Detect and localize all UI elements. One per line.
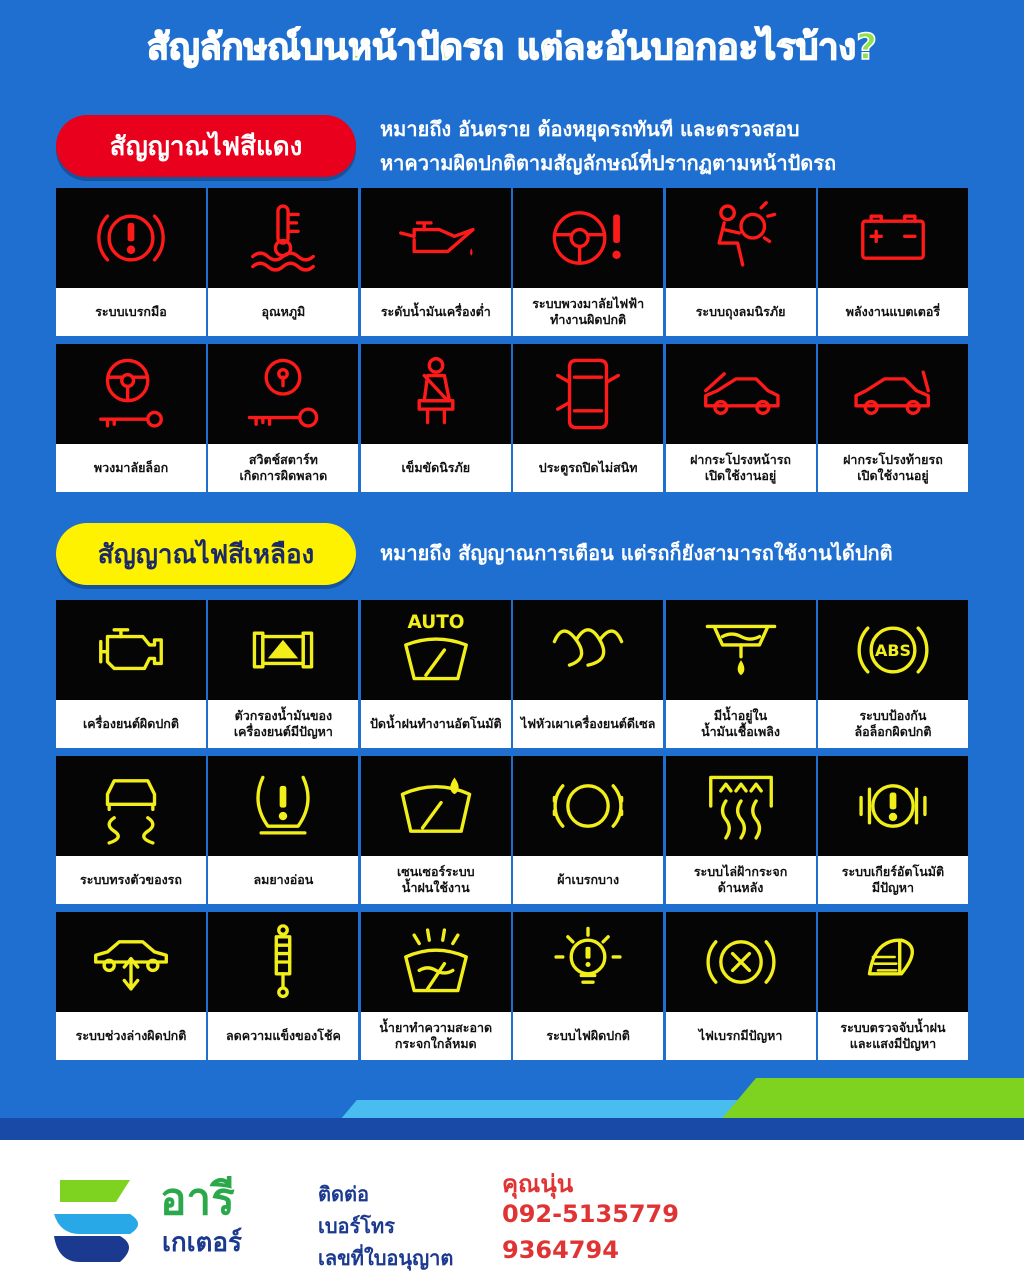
warning-label: พวงมาลัยล็อก (93, 460, 169, 475)
warning-label: ระบบช่วงล่างผิดปกติ (75, 1028, 187, 1043)
warning-tile (56, 344, 206, 492)
logo-text: อารี (160, 1174, 235, 1225)
warning-label: ระบบไล่ฝ้ากระจก ด้านหลัง (693, 864, 788, 895)
warning-tile (56, 188, 206, 336)
rear-defrost-icon (699, 764, 783, 848)
warning-tile (208, 188, 358, 336)
warning-tile (56, 600, 206, 748)
warning-label: ระบบเกียร์อัตโนมัติ มีปัญหา (841, 864, 945, 895)
warning-tile (361, 600, 511, 748)
warning-tile (818, 600, 968, 748)
warning-label: ฝากระโปรงท้ายรถ เปิดใช้งานอยู่ (843, 452, 943, 483)
logo-subtext: เกเตอร์ (162, 1228, 242, 1258)
warning-label: เครื่องยนต์ผิดปกติ (82, 716, 179, 731)
warning-label: ระบบเบรกมือ (95, 304, 167, 319)
warning-tile (818, 756, 968, 904)
warning-tile (208, 600, 358, 748)
ignition-key-icon (241, 352, 325, 436)
washer-fluid-icon (394, 920, 478, 1004)
warning-label: ระบบทรงตัวของรถ (80, 872, 182, 887)
warning-tile (361, 756, 511, 904)
oil-filter-icon (241, 608, 325, 692)
warning-label: ไฟหัวเผาเครื่องยนต์ดีเซล (520, 716, 656, 731)
warning-tile (666, 188, 816, 336)
yellow-signal-badge: สัญญาณไฟสีเหลือง (56, 523, 356, 585)
rain-sensor-icon (394, 764, 478, 848)
warning-tile (361, 912, 511, 1060)
red-desc-line-2: หาความผิดปกติตามสัญลักษณ์ที่ปรากฏตามหน้าปัดรถ (380, 151, 837, 175)
tire-pressure-icon (241, 764, 325, 848)
warning-tile (513, 188, 663, 336)
stability-control-icon (89, 764, 173, 848)
bulb-failure-icon (546, 920, 630, 1004)
warning-label: ไฟเบรกมีปัญหา (698, 1028, 783, 1043)
airbag-icon (699, 196, 783, 280)
warning-label: ระบบตรวจจับน้ำฝน และแสงมีปัญหา (840, 1020, 946, 1051)
red-signal-grid (56, 188, 968, 492)
headlight-leveling-icon (851, 920, 935, 1004)
contact-name: คุณนุ่น (502, 1170, 574, 1198)
hood-open-icon (699, 352, 783, 436)
warning-tile (513, 756, 663, 904)
seatbelt-icon (394, 352, 478, 436)
warning-label: ลมยางอ่อน (253, 872, 314, 887)
parking-brake-icon (89, 196, 173, 280)
license-number: 9364794 (502, 1236, 619, 1264)
warning-tile (361, 344, 511, 492)
warning-tile (208, 912, 358, 1060)
warning-tile (818, 344, 968, 492)
red-desc-line-1: หมายถึง อันตราย ต้องหยุดรถทันที และตรวจสอบ (380, 117, 800, 141)
yellow-signal-grid (56, 600, 968, 1060)
battery-icon (851, 196, 935, 280)
warning-tile (56, 912, 206, 1060)
trunk-open-icon (851, 352, 935, 436)
brake-warning-icon (699, 920, 783, 1004)
door-open-icon (546, 352, 630, 436)
warning-label: ฝากระโปรงหน้ารถ เปิดใช้งานอยู่ (690, 452, 792, 483)
warning-label: เข็มขัดนิรภัย (401, 460, 471, 475)
warning-label: ระบบป้องกัน ล้อล็อกผิดปกติ (854, 708, 932, 739)
warning-label: ลดความแข็งของโช้ค (225, 1028, 341, 1043)
warning-label: ระบบพวงมาลัยไฟฟ้า ทำงานผิดปกติ (532, 296, 645, 327)
warning-label: พลังงานแบตเตอรี่ (845, 304, 941, 319)
warning-label: ตัวกรองน้ำมันของ เครื่องยนต์มีปัญหา (233, 708, 333, 739)
yellow-signal-description: หมายถึง สัญญาณการเตือน แต่รถก็ยังสามารถใช้งานได้ปกติ (380, 541, 893, 565)
power-steering-icon (546, 196, 630, 280)
warning-label: ประตูรถปิดไม่สนิท (538, 460, 638, 475)
warning-label: น้ำยาทำความสะอาด กระจกใกล้หมด (379, 1020, 493, 1051)
phone-number[interactable]: 092-5135779 (502, 1200, 679, 1228)
warning-tile (666, 600, 816, 748)
auto-text: AUTO (407, 612, 465, 634)
warning-tile (513, 600, 663, 748)
warning-label: อุณหภูมิ (261, 304, 306, 319)
shock-absorber-icon (241, 920, 325, 1004)
contact-label: ติดต่อ (318, 1182, 369, 1206)
auto-wiper-icon (394, 608, 478, 692)
warning-label: ระดับน้ำมันเครื่องต่ำ (380, 304, 491, 319)
warning-label: ระบบไฟผิดปกติ (546, 1028, 630, 1043)
warning-tile (208, 344, 358, 492)
warning-label: เซนเซอร์ระบบ น้ำฝนใช้งาน (396, 864, 475, 895)
coolant-temperature-icon (241, 196, 325, 280)
warning-tile (818, 912, 968, 1060)
abs-icon (851, 608, 935, 692)
suspension-icon (89, 920, 173, 1004)
warning-label: สวิตช์สตาร์ท เกิดการผิดพลาด (239, 452, 328, 483)
warning-tile (818, 188, 968, 336)
transmission-warning-icon (851, 764, 935, 848)
abs-text: ABS (874, 640, 911, 660)
contact-footer (0, 1140, 1024, 1280)
license-label: เลขที่ใบอนุญาต (318, 1246, 454, 1270)
check-engine-icon (89, 608, 173, 692)
warning-label: ผ้าเบรกบาง (557, 872, 620, 887)
oil-can-icon (394, 196, 478, 280)
warning-tile (513, 912, 663, 1060)
warning-tile (666, 756, 816, 904)
warning-tile (208, 756, 358, 904)
warning-label: มีน้ำอยู่ใน น้ำมันเชื้อเพลิง (701, 708, 780, 739)
logo-icon (50, 1174, 160, 1266)
red-signal-badge: สัญญาณไฟสีแดง (56, 115, 356, 177)
warning-tile (361, 188, 511, 336)
page-title: สัญลักษณ์บนหน้าปัดรถ แต่ละอันบอกอะไรบ้าง? (147, 27, 877, 68)
phone-label: เบอร์โทร (318, 1214, 395, 1238)
water-in-fuel-icon (699, 608, 783, 692)
warning-tile (56, 756, 206, 904)
decorative-stripe (0, 1118, 1024, 1140)
warning-label: ระบบถุงลมนิรภัย (695, 304, 786, 319)
warning-tile (513, 344, 663, 492)
glow-plug-icon (546, 608, 630, 692)
steering-lock-icon (89, 352, 173, 436)
warning-tile (666, 344, 816, 492)
brake-pad-icon (546, 764, 630, 848)
warning-label: ปัดน้ำฝนทำงานอัตโนมัติ (369, 716, 502, 731)
red-signal-description (380, 112, 836, 180)
warning-tile (666, 912, 816, 1060)
